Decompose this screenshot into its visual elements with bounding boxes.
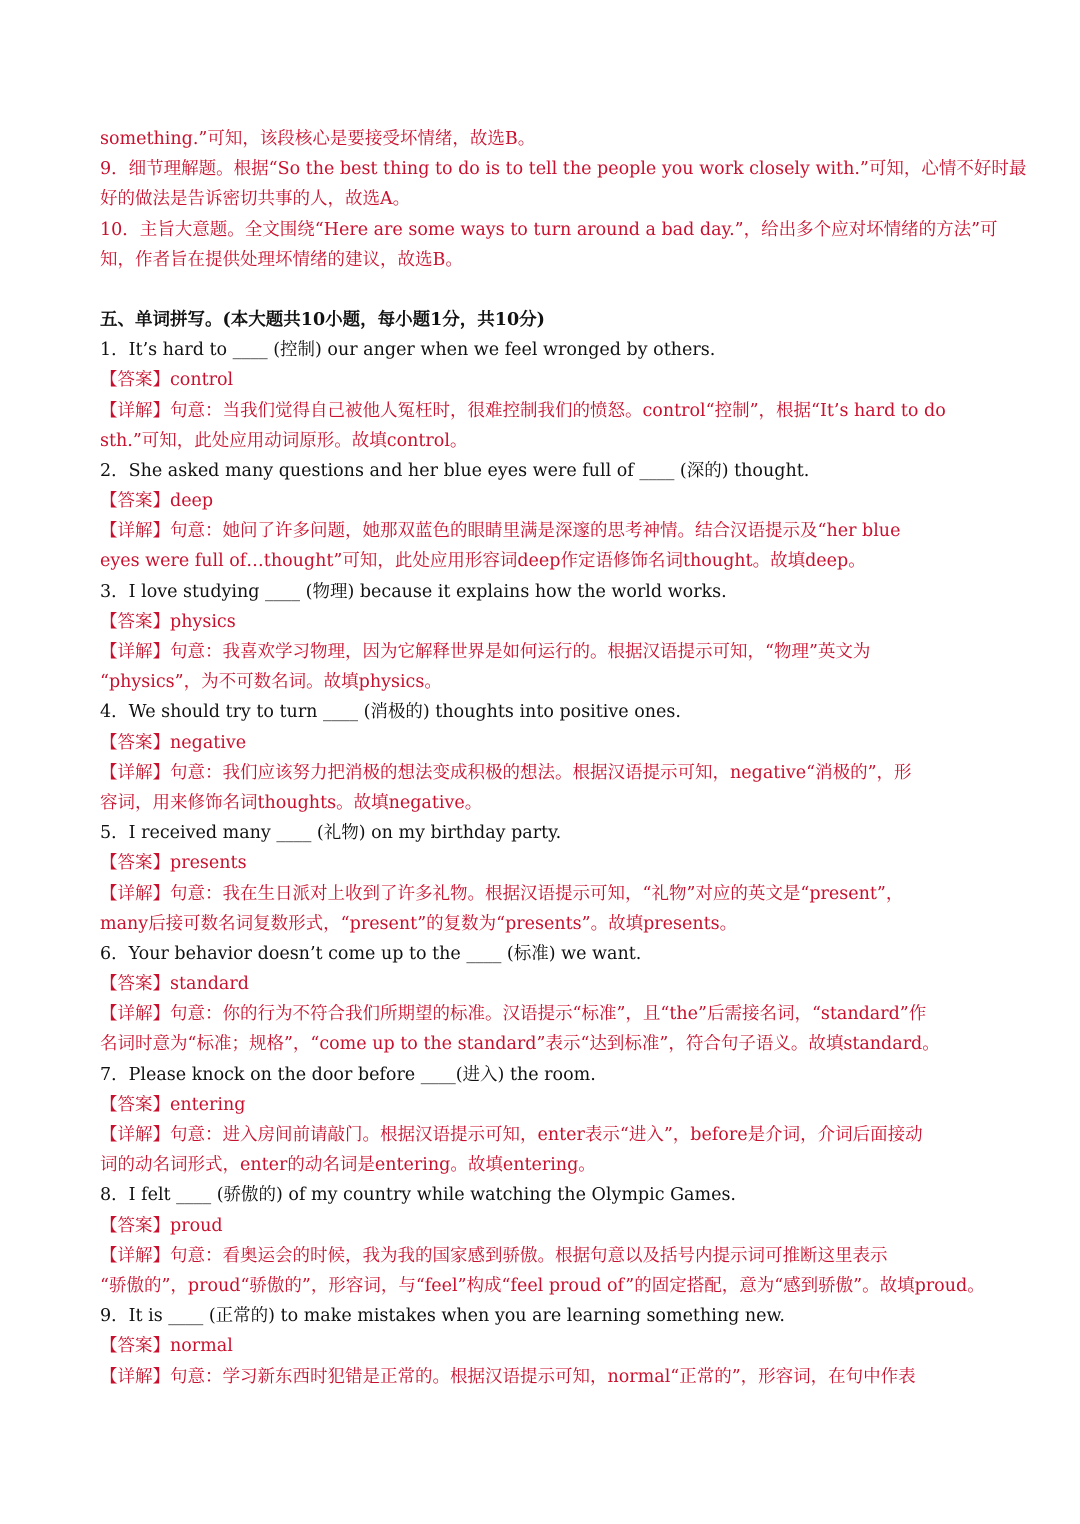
answer-text: 【答案】negative xyxy=(100,732,247,753)
previous-answers xyxy=(100,124,1027,275)
explanation-line: 名词时意为“标准；规格”，“come up to the standard”表示“达到标准”，符合句子语义。故填standard。 xyxy=(100,1034,940,1055)
explanation-line: “骄傲的”，proud“骄傲的”，形容词，与“feel”构成“feel proud of”的固定搭配，意为“感到骄傲”。故填proud。 xyxy=(100,1275,985,1296)
spacer xyxy=(100,275,990,305)
explanation-line: many后接可数名词复数形式，“present”的复数为“presents”。故填presents。 xyxy=(100,913,738,934)
explanation-line: 【详解】句意：当我们觉得自己被他人冤枉时，很难控制我们的愤怒。control“控制”，根据“It’s hard to do xyxy=(100,400,946,421)
question-text: 9．It is ____ (正常的) to make mistakes when you are learning something new. xyxy=(100,1306,785,1327)
question-text: 4．We should try to turn ____ (消极的) thoughts into positive ones. xyxy=(100,702,681,723)
explanation-line: “physics”，为不可数名词。故填physics。 xyxy=(100,672,442,693)
explanation-line: 容词，用来修饰名词thoughts。故填negative。 xyxy=(100,792,483,813)
answer-text: 【答案】standard xyxy=(100,974,249,995)
question-item xyxy=(100,697,990,818)
explanation-line: 【详解】句意：我们应该努力把消极的想法变成积极的想法。根据汉语提示可知，negative“消极的”，形 xyxy=(100,762,912,783)
explanation-line: 【详解】句意：进入房间前请敲门。根据汉语提示可知，enter表示“进入”，before是介词，介词后面接动 xyxy=(100,1125,923,1145)
question-item xyxy=(100,1301,990,1392)
explanation-line: sth.”可知，此处应用动词原形。故填control。 xyxy=(100,430,468,451)
explanation-line: 知，作者旨在提供处理坏情绪的建议，故选B。 xyxy=(100,249,463,270)
document-page xyxy=(100,124,1027,1392)
answer-text: 【答案】presents xyxy=(100,853,247,874)
explanation-line: 9．细节理解题。根据“So the best thing to do is to tell the people you work closely with.”可知，心情不好时最 xyxy=(100,159,1027,180)
explanation-line: eyes were full of…thought”可知，此处应用形容词deep作定语修饰名词thought。故填deep。 xyxy=(100,551,866,572)
question-item xyxy=(100,1180,990,1301)
explanation-line: 【详解】句意：你的行为不符合我们所期望的标准。汉语提示“标准”，且“the”后需接名词，“standard”作 xyxy=(100,1004,927,1025)
question-list xyxy=(100,335,990,1392)
question-text: 8．I felt ____ (骄傲的) of my country while watching the Olympic Games. xyxy=(100,1185,736,1206)
question-text: 1．It’s hard to ____ (控制) our anger when we feel wronged by others. xyxy=(100,340,716,361)
answer-text: 【答案】normal xyxy=(100,1336,233,1357)
explanation-line: 【详解】句意：学习新东西时犯错是正常的。根据汉语提示可知，normal“正常的”，形容词，在句中作表 xyxy=(100,1366,916,1387)
answer-text: 【答案】entering xyxy=(100,1094,246,1115)
question-text: 3．I love studying ____ (物理) because it explains how the world works. xyxy=(100,581,727,602)
explanation-line: something.”可知，该段核心是要接受坏情绪，故选B。 xyxy=(100,129,536,149)
question-item xyxy=(100,818,990,939)
explanation-line: 【详解】句意：看奥运会的时候，我为我的国家感到骄傲。根据句意以及括号内提示词可推断这里表示 xyxy=(100,1245,888,1266)
answer-text: 【答案】control xyxy=(100,370,234,391)
answer-text: 【答案】proud xyxy=(100,1215,223,1236)
question-item xyxy=(100,1060,990,1181)
question-text: 7．Please knock on the door before ____(进入) the room. xyxy=(100,1064,596,1085)
question-text: 6．Your behavior doesn’t come up to the ____ (标准) we want. xyxy=(100,943,642,964)
question-text: 5．I received many ____ (礼物) on my birthday party. xyxy=(100,823,562,844)
question-item xyxy=(100,335,990,456)
explanation-line: 【详解】句意：我在生日派对上收到了许多礼物。根据汉语提示可知，“礼物”对应的英文是“present”， xyxy=(100,883,904,904)
answer-text: 【答案】physics xyxy=(100,611,236,632)
question-item xyxy=(100,577,990,698)
explanation-line: 10．主旨大意题。全文围绕“Here are some ways to turn around a bad day.”，给出多个应对坏情绪的方法”可 xyxy=(100,219,998,240)
question-text: 2．She asked many questions and her blue eyes were full of ____ (深的) thought. xyxy=(100,460,810,481)
question-item xyxy=(100,456,990,577)
explanation-line: 【详解】句意：她问了许多问题，她那双蓝色的眼睛里满是深邃的思考神情。结合汉语提示及“her blue xyxy=(100,521,901,542)
explanation-line: 词的动名词形式，enter的动名词是entering。故填entering。 xyxy=(100,1155,596,1176)
section-heading: 五、单词拼写。(本大题共10小题，每小题1分，共10分) xyxy=(100,309,545,330)
explanation-line: 好的做法是告诉密切共事的人，故选A。 xyxy=(100,189,411,210)
explanation-line: 【详解】句意：我喜欢学习物理，因为它解释世界是如何运行的。根据汉语提示可知，“物理”英文为 xyxy=(100,642,871,662)
answer-text: 【答案】deep xyxy=(100,491,214,512)
question-item xyxy=(100,939,990,1060)
